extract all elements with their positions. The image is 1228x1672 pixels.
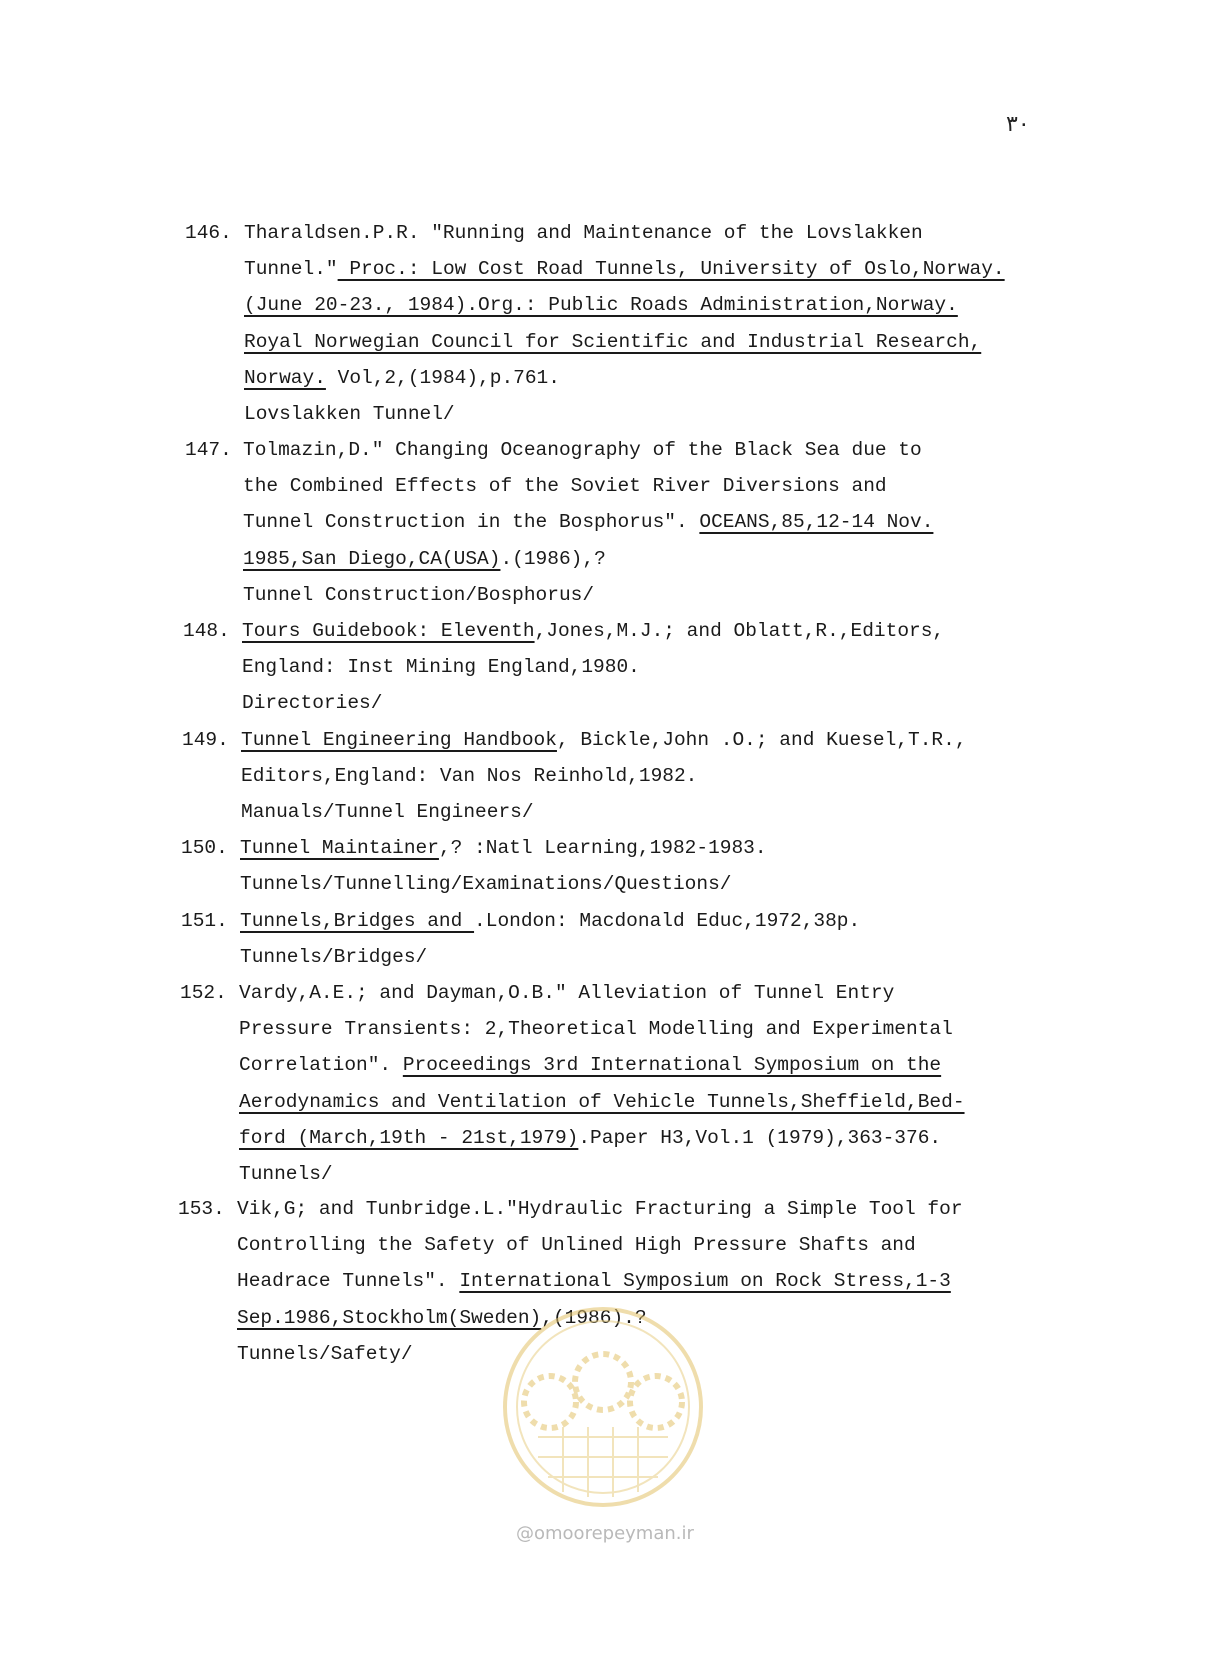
underlined-title: International Symposium on Rock Stress,1-3 xyxy=(459,1270,951,1293)
reference-text: Tunnels/Safety/ xyxy=(237,1342,413,1365)
reference-line xyxy=(239,1125,941,1151)
reference-number: 147. xyxy=(185,439,232,461)
reference-line xyxy=(244,220,923,246)
reference-line xyxy=(240,908,860,934)
underlined-title: Aerodynamics and Ventilation of Vehicle Tunnels,Sheffield,Bed- xyxy=(239,1090,965,1113)
reference-text: Pressure Transients: 2,Theoretical Modelling and Experimental xyxy=(239,1018,953,1041)
watermark-text: @omoorepeyman.ir xyxy=(516,1523,694,1544)
underlined-title: Proceedings 3rd International Symposium on the xyxy=(402,1054,942,1077)
underlined-title: ford (March,19th - 21st,1979) xyxy=(239,1126,579,1149)
reference-text: ,Jones,M.J.; and Oblatt,R.,Editors, xyxy=(534,620,945,642)
reference-text: Tunnel." xyxy=(244,258,338,281)
reference-line xyxy=(240,871,731,897)
reference-line xyxy=(237,1196,963,1222)
reference-text: ,? :Natl Learning,1982-1983. xyxy=(438,837,767,859)
underlined-title: Norway. xyxy=(244,366,326,389)
reference-line xyxy=(239,1161,333,1187)
reference-text: Manuals/Tunnel Engineers/ xyxy=(241,801,534,824)
reference-text: the Combined Effects of the Soviet River Diversions and xyxy=(243,475,887,498)
reference-text: Tunnels/Bridges/ xyxy=(240,946,428,969)
reference-text: Correlation". xyxy=(239,1054,403,1077)
reference-line xyxy=(243,473,887,499)
reference-text: Lovslakken Tunnel/ xyxy=(244,403,455,425)
underlined-title: Tunnel Maintainer xyxy=(240,837,439,859)
reference-text: .(1986),? xyxy=(500,547,606,570)
reference-text: Tolmazin,D." Changing Oceanography of the Black Sea due to xyxy=(243,439,922,461)
reference-line xyxy=(237,1341,413,1367)
reference-text: Vol,2,(1984),p.761. xyxy=(325,366,560,389)
underlined-title: (June 20-23., 1984).Org.: Public Roads Administration,Norway. xyxy=(244,294,958,317)
reference-line xyxy=(244,292,958,318)
reference-line xyxy=(242,654,640,680)
reference-number: 148. xyxy=(183,620,230,642)
underlined-title: Royal Norwegian Council for Scientific and Industrial Research, xyxy=(244,330,982,353)
reference-number: 152. xyxy=(180,982,227,1004)
reference-text: Directories/ xyxy=(242,692,383,715)
underlined-title: Sep.1986,Stockholm(Sweden) xyxy=(237,1306,542,1329)
reference-text: Tunnels/ xyxy=(239,1163,333,1185)
reference-text: Tunnel Construction in the Bosphorus". xyxy=(243,511,700,534)
reference-line xyxy=(240,835,767,861)
reference-text: Tunnels/Tunnelling/Examinations/Questions/ xyxy=(240,873,732,896)
underlined-title: Tours Guidebook: Eleventh xyxy=(242,620,535,642)
reference-number: 150. xyxy=(181,837,228,859)
reference-line xyxy=(241,763,697,789)
reference-line xyxy=(244,401,455,427)
reference-line xyxy=(239,980,894,1006)
reference-number: 153. xyxy=(178,1198,225,1220)
watermark-seal xyxy=(498,1302,708,1512)
underlined-title: Proc.: Low Cost Road Tunnels, University of Oslo,Norway. xyxy=(337,258,1005,281)
reference-line xyxy=(237,1305,647,1331)
reference-line xyxy=(242,618,944,644)
reference-text: Editors,England: Van Nos Reinhold,1982. xyxy=(241,765,698,788)
reference-line xyxy=(244,365,560,391)
reference-text: Headrace Tunnels". xyxy=(237,1270,460,1293)
reference-number: 149. xyxy=(182,729,229,751)
underlined-title: Tunnels,Bridges and xyxy=(240,910,475,932)
reference-text: Tunnel Construction/Bosphorus/ xyxy=(243,583,595,606)
page-number: ۳۰ xyxy=(1006,112,1030,137)
reference-text: Vardy,A.E.; and Dayman,O.B." Alleviation of Tunnel Entry xyxy=(239,982,895,1004)
underlined-title: OCEANS,85,12-14 Nov. xyxy=(699,511,934,534)
reference-line xyxy=(239,1016,953,1042)
underlined-title: 1985,San Diego,CA(USA) xyxy=(243,547,501,570)
reference-text: Vik,G; and Tunbridge.L."Hydraulic Fracturing a Simple Tool for xyxy=(237,1198,963,1220)
reference-text: Controlling the Safety of Unlined High Pressure Shafts and xyxy=(237,1234,916,1257)
reference-line xyxy=(243,437,922,463)
reference-text: .London: Macdonald Educ,1972,38p. xyxy=(474,910,861,932)
underlined-title: Tunnel Engineering Handbook xyxy=(241,729,557,751)
reference-line xyxy=(241,727,967,753)
reference-text: ,(1986).? xyxy=(541,1306,647,1329)
reference-text: Tharaldsen.P.R. "Running and Maintenance of the Lovslakken xyxy=(244,222,923,244)
reference-line xyxy=(243,546,606,572)
reference-text: .Paper H3,Vol.1 (1979),363-376. xyxy=(578,1126,942,1149)
reference-line xyxy=(242,690,382,716)
reference-line xyxy=(244,256,1005,282)
reference-line xyxy=(241,799,534,825)
reference-line xyxy=(239,1052,941,1078)
reference-number: 146. xyxy=(185,222,232,244)
reference-text: , Bickle,John .O.; and Kuesel,T.R., xyxy=(556,729,967,751)
reference-line xyxy=(240,944,427,970)
reference-text: England: Inst Mining England,1980. xyxy=(242,656,640,679)
reference-line xyxy=(237,1268,951,1294)
reference-line xyxy=(237,1232,916,1258)
reference-line xyxy=(239,1089,965,1115)
reference-line xyxy=(243,582,594,608)
reference-number: 151. xyxy=(181,910,228,932)
reference-line xyxy=(243,509,933,535)
reference-line xyxy=(244,329,981,355)
